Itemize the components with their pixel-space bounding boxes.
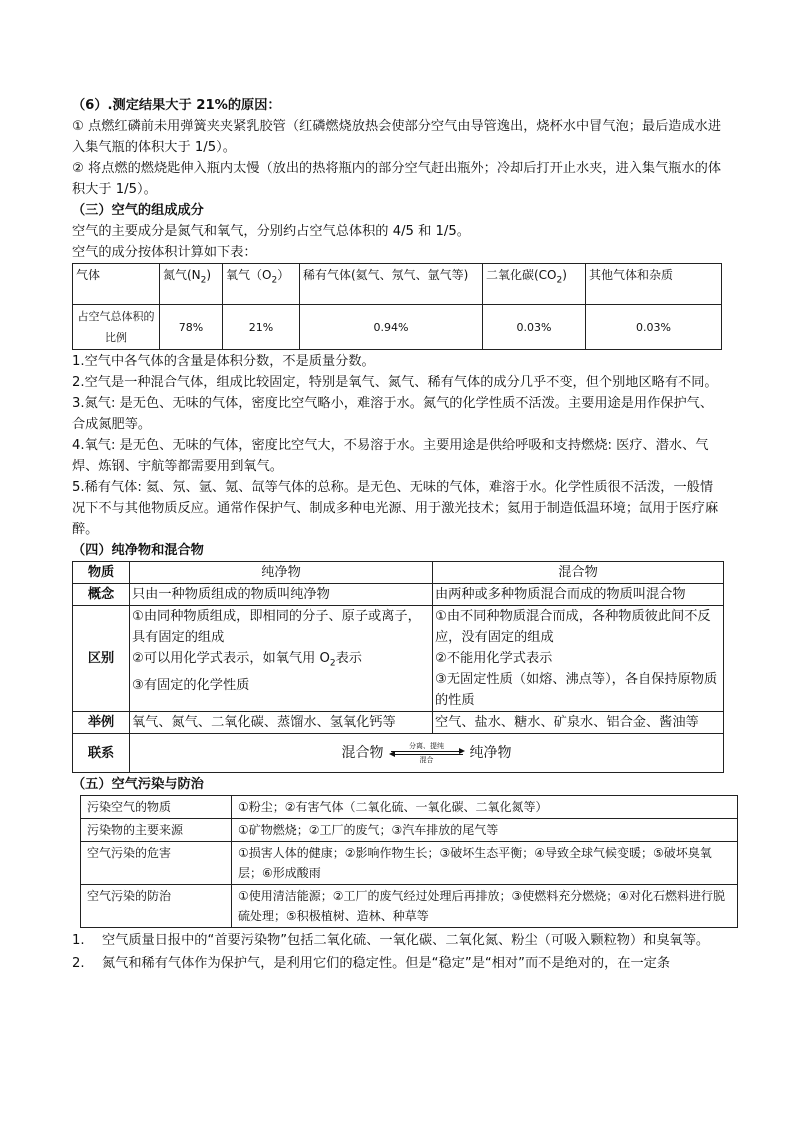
- header-co2: 二氧化碳$(CO_2)$: [483, 264, 586, 305]
- list-number: 1.: [72, 933, 85, 948]
- table-row: [81, 819, 738, 842]
- table-row: [81, 885, 738, 928]
- pollution-value: ①矿物燃烧；②工厂的废气；③汽车排放的尾气等: [232, 819, 738, 842]
- list-item: [72, 930, 724, 951]
- arrow-right-icon: [391, 751, 463, 752]
- header-nitrogen: 氮气$(N_2)$: [160, 264, 223, 305]
- value-co2: 0.03%: [483, 305, 586, 350]
- example-pure: 氧气、氮气、二氧化碳、蒸馏水、氢氧化钙等: [130, 712, 433, 734]
- reason-2: ② 将点燃的燃烧匙伸入瓶内太慢（放出的热将瓶内的部分空气赶出瓶外；冷却后打开止水夹，进入集气瓶水的体积大于 1/5）。: [72, 161, 722, 197]
- arrow-left-icon: [391, 754, 463, 755]
- value-nitrogen: 78%: [160, 305, 223, 350]
- pure-mixture-table: [72, 561, 724, 773]
- header-noble-gas: 稀有气体(氦气、氖气、氩气等): [300, 264, 483, 305]
- concept-mixture: 由两种或多种物质混合而成的物质叫混合物: [433, 584, 724, 606]
- pollution-value: ①损害人体的健康；②影响作物生长；③破坏生态平衡；④导致全球气候变暖；⑤破坏臭氧层；⑥形成酸雨: [232, 842, 738, 885]
- document-page: [72, 95, 724, 974]
- composition-intro: 空气的主要成分是氮气和氧气，分别约占空气总体积的 4/5 和 1/5。: [72, 224, 470, 239]
- list-number: 2.: [72, 956, 85, 971]
- value-oxygen: 21%: [223, 305, 300, 350]
- relation-label: 联系: [73, 734, 130, 773]
- difference-mixture: [433, 606, 724, 712]
- list-item: [72, 953, 724, 974]
- relation-bottom-label: 混合: [419, 756, 434, 764]
- relation-top-label: 分离、提纯: [409, 742, 444, 750]
- note-3: 3.氮气: 是无色、无味的气体，密度比空气略小，难溶于水。氮气的化学性质不活泼。主要用途是用作保护气、合成氮肥等。: [72, 396, 714, 432]
- relation-mixture: 混合物: [341, 744, 384, 761]
- concept-pure: 只由一种物质组成的物质叫纯净物: [130, 584, 433, 606]
- table-row: [81, 842, 738, 885]
- difference-pure-3: ③有固定的化学性质: [132, 677, 250, 693]
- relation-pure: 纯净物: [469, 744, 512, 761]
- note-2: 2.空气是一种混合气体，组成比较固定，特别是氧气、氮气、稀有气体的成分几乎不变，但个别地区略有不同。: [72, 375, 718, 390]
- section-4-title: （四）纯净物和混合物: [72, 543, 204, 558]
- header-mixture: 混合物: [433, 562, 724, 584]
- header-oxygen: 氧气$(O_2)$: [223, 264, 300, 305]
- note-1: 1.空气中各气体的含量是体积分数，不是质量分数。: [72, 354, 375, 369]
- section-5-title: （五）空气污染与防治: [72, 777, 204, 792]
- pollution-table: [80, 795, 738, 928]
- difference-mixture-2: ②不能用化学式表示: [435, 651, 553, 666]
- pollution-value: ①粉尘；②有害气体（二氧化硫、一氧化碳、二氧化氮等）: [232, 796, 738, 819]
- pollution-key: 空气污染的危害: [81, 842, 232, 885]
- pollution-value: ①使用清洁能源；②工厂的废气经过处理后再排放；③使燃料充分燃烧；④对化石燃料进行脱硫处理；⑤积极植树、造林、种草等: [232, 885, 738, 928]
- list-text: 空气质量日报中的“首要污染物”包括二氧化硫、一氧化碳、二氧化氮、粉尘（可吸入颗粒物）和臭氧等。: [102, 933, 710, 948]
- difference-pure-1: ①由同种物质组成，即相同的分子、原子或离子，具有固定的组成: [132, 609, 421, 645]
- relation-arrows: [388, 742, 466, 764]
- composition-table-caption: 空气的成分按体积计算如下表：: [72, 245, 257, 260]
- composition-table: [72, 263, 722, 350]
- concept-label: 概念: [73, 584, 130, 606]
- header-pure: 纯净物: [130, 562, 433, 584]
- pollution-key: 污染空气的物质: [81, 796, 232, 819]
- difference-label: 区别: [73, 606, 130, 712]
- difference-mixture-3: ③无固定性质（如熔、沸点等），各自保持原物质的性质: [435, 672, 718, 708]
- difference-mixture-1: ①由不同种物质混合而成，各种物质彼此间不反应，没有固定的组成: [435, 609, 711, 645]
- header-gas: 气体: [73, 264, 160, 305]
- difference-pure-2: ②可以用化学式表示，如氧气用 $O_2$表示: [132, 651, 362, 669]
- value-noble-gas: 0.94%: [300, 305, 483, 350]
- value-other: 0.03%: [586, 305, 722, 350]
- table-row: [81, 796, 738, 819]
- pollution-key: 污染物的主要来源: [81, 819, 232, 842]
- relation-diagram: [130, 734, 724, 773]
- section-6-title: （6）.测定结果大于 21%的原因：: [72, 98, 281, 113]
- example-mixture: 空气、盐水、糖水、矿泉水、铝合金、酱油等: [433, 712, 724, 734]
- example-label: 举例: [73, 712, 130, 734]
- header-other: 其他气体和杂质: [586, 264, 722, 305]
- note-5: 5.稀有气体: 氦、氖、氩、氪、氙等气体的总称。是无色、无味的气体，难溶于水。化学性质很不活泼，一般情况下不与其他物质反应。通常作保护气、制成多种电光源、用于激光技术；氦用于制造低温环境；氙用于医疗麻醉。: [72, 480, 719, 537]
- list-text: 氮气和稀有气体作为保护气，是利用它们的稳定性。但是“稳定”是“相对”而不是绝对的，在一定条: [102, 956, 671, 971]
- header-substance: 物质: [73, 562, 130, 584]
- difference-pure: [130, 606, 433, 712]
- note-4: 4.氧气: 是无色、无味的气体，密度比空气大，不易溶于水。主要用途是供给呼吸和支持燃烧: 医疗、潜水、气焊、炼钢、宇航等都需要用到氧气。: [72, 438, 709, 474]
- section-3-title: （三）空气的组成成分: [72, 203, 204, 218]
- reason-1: ① 点燃红磷前未用弹簧夹夹紧乳胶管（红磷燃烧放热会使部分空气由导管逸出，烧杯水中冒气泡；最后造成水进入集气瓶的体积大于 1/5）。: [72, 119, 722, 155]
- pollution-key: 空气污染的防治: [81, 885, 232, 928]
- row-label-volume-ratio: 占空气总体积的比例: [73, 305, 160, 350]
